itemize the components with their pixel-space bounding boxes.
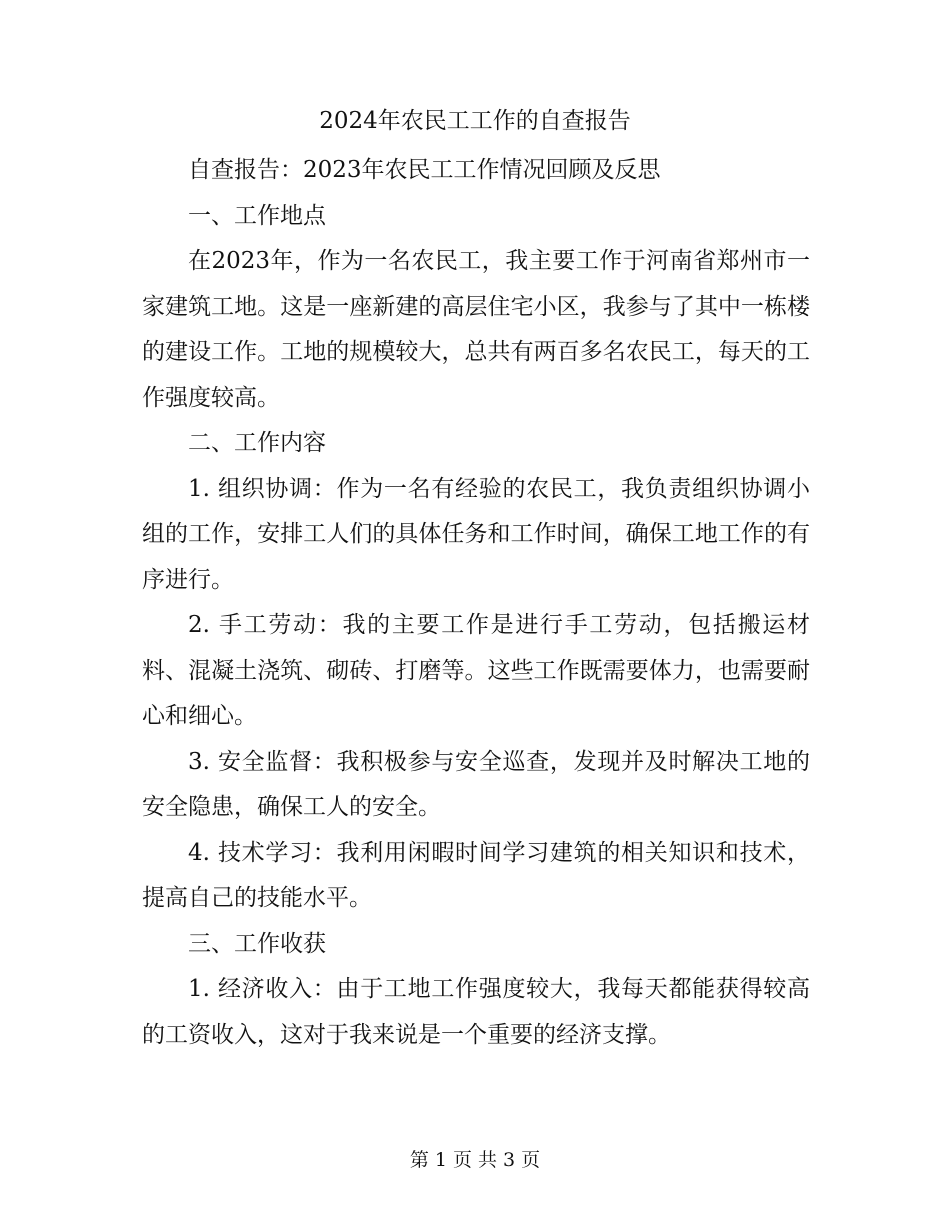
document-title: 2024年农民工工作的自查报告 bbox=[319, 108, 631, 134]
paragraph: 在2023年，作为一名农民工，我主要工作于河南省郑州市一家建筑工地。这是一座新建的高层住宅小区，我参与了其中一栋楼的建设工作。工地的规模较大，总共有两百多名农民工，每天的工作强度较高。 bbox=[142, 248, 810, 411]
paragraph: 自查报告：2023年农民工工作情况回顾及反思 bbox=[188, 157, 661, 183]
section-heading: 二、工作内容 bbox=[188, 430, 326, 456]
document-body bbox=[142, 148, 810, 1058]
list-item: 3. 安全监督：我积极参与安全巡查，发现并及时解决工地的安全隐患，确保工人的安全。 bbox=[142, 748, 810, 820]
list-item: 1. 经济收入：由于工地工作强度较大，我每天都能获得较高的工资收入，这对于我来说是一个重要的经济支撑。 bbox=[142, 976, 810, 1048]
list-item: 1. 组织协调：作为一名有经验的农民工，我负责组织协调小组的工作，安排工人们的具体任务和工作时间，确保工地工作的有序进行。 bbox=[142, 475, 810, 593]
list-item: 2. 手工劳动：我的主要工作是进行手工劳动，包括搬运材料、混凝土浇筑、砌砖、打磨等。这些工作既需要体力，也需要耐心和细心。 bbox=[142, 612, 810, 729]
page-number: 第 1 页 共 3 页 bbox=[409, 1149, 541, 1171]
section-heading: 三、工作收获 bbox=[188, 930, 326, 957]
list-item: 4. 技术学习：我利用闲暇时间学习建筑的相关知识和技术，提高自己的技能水平。 bbox=[142, 839, 810, 911]
section-heading: 一、工作地点 bbox=[188, 202, 326, 229]
